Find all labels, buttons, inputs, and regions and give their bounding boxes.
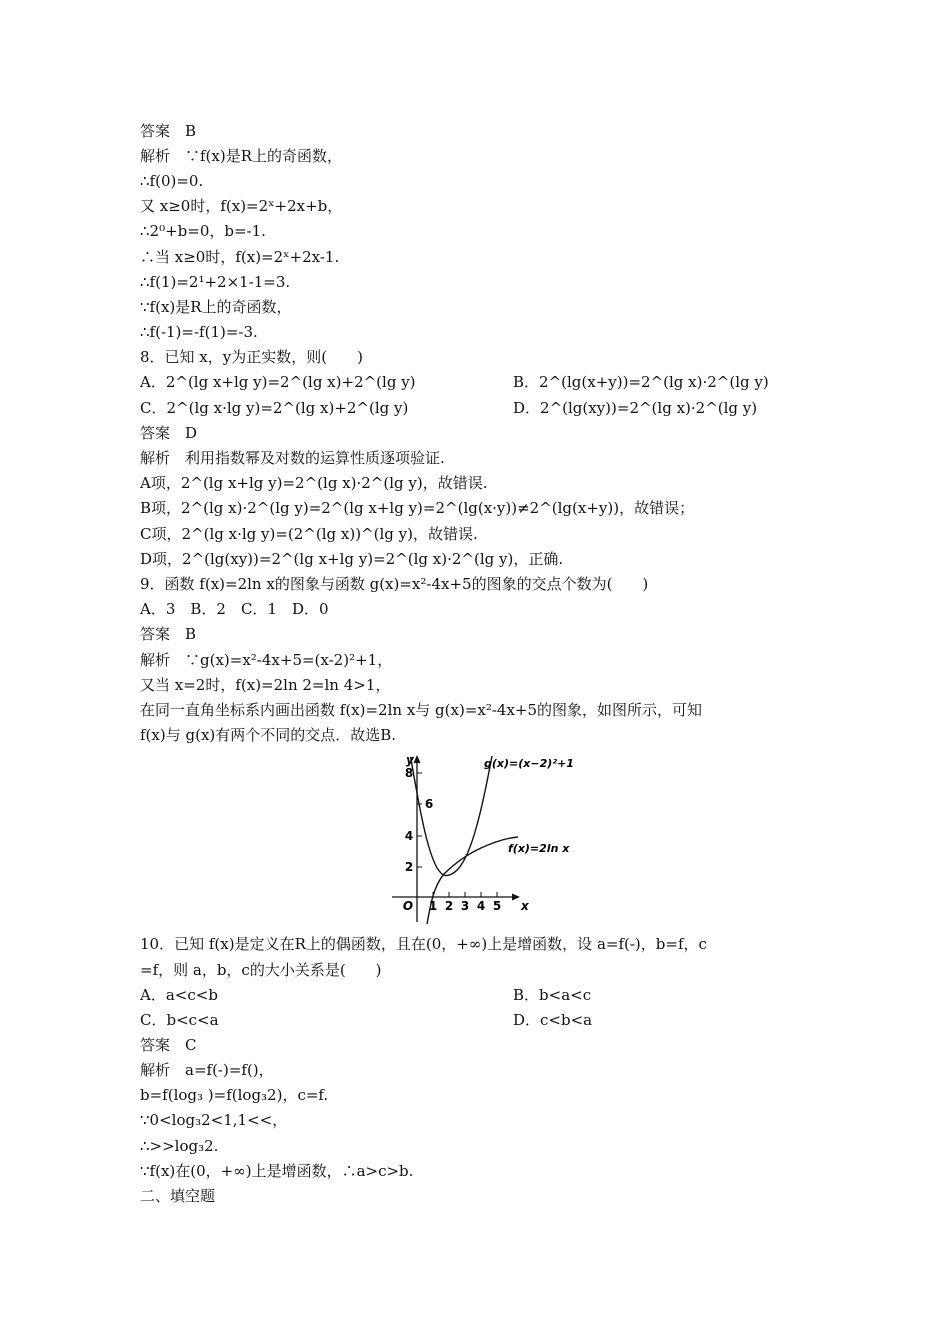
q10-option-b: B．b<a<c: [513, 986, 592, 1004]
q8-option-b: B．2^(lg(x+y))=2^(lg x)·2^(lg y): [513, 373, 769, 391]
q10-option-c: C．b<c<a: [140, 1011, 219, 1029]
text-line: 解析 ∵g(x)=x²-4x+5=(x-2)²+1，: [140, 651, 393, 669]
text-line: ∵f(x)在(0，+∞)上是增函数，∴a>c>b.: [140, 1162, 414, 1180]
text-line: ∴f(1)=2¹+2×1-1=3.: [140, 273, 291, 291]
question-10: 10．已知 f(x)是定义在R上的偶函数，且在(0，+∞)上是增函数，设 a=f(-)，b=f，c: [140, 935, 707, 953]
g-curve: [411, 756, 492, 875]
q9-options: A．3 B．2 C．1 D．0: [140, 600, 329, 618]
text-line: 解析 ∵f(x)是R上的奇函数，: [140, 147, 343, 165]
text-line: ∵0<log₃2<1,1<<，: [140, 1111, 288, 1129]
text-line: B项，2^(lg x)·2^(lg y)=2^(lg x+lg y)=2^(lg(x·y))≠2^(lg(x+y))，故错误；: [140, 499, 695, 517]
y-tick-label: 4: [404, 829, 414, 843]
question-8: 8．已知 x，y为正实数，则( ): [140, 348, 363, 366]
origin-label: O: [402, 899, 414, 913]
text-line: f(x)与 g(x)有两个不同的交点．故选B.: [140, 726, 397, 744]
g-label: g(x)=(x−2)²+1: [484, 757, 574, 770]
text-line: 在同一直角坐标系内画出函数 f(x)=2ln x与 g(x)=x²-4x+5的图象，如图所示，可知: [140, 701, 703, 719]
text-line: 答案 D: [140, 424, 198, 442]
y-axis-label: y: [406, 753, 414, 767]
q10-options-row-1: [140, 985, 592, 1005]
section-heading: 二、填空题: [140, 1187, 216, 1205]
text-line: 又 x≥0时，f(x)=2ˣ+2x+b，: [140, 197, 343, 215]
text-line: ∴2⁰+b=0，b=-1.: [140, 222, 266, 240]
x-tick-label: 1: [428, 899, 438, 913]
x-tick-label: 4: [476, 899, 486, 913]
q8-options-row-2: [140, 398, 758, 418]
text-line: A项，2^(lg x+lg y)=2^(lg x)·2^(lg y)，故错误.: [140, 474, 488, 492]
text-line: 答案 B: [140, 625, 197, 643]
function-graph: [384, 752, 574, 928]
text-line: ∵f(x)是R上的奇函数，: [140, 298, 292, 316]
question-9: 9．函数 f(x)=2ln x的图象与函数 g(x)=x²-4x+5的图象的交点个数为( ): [140, 575, 649, 593]
text-line: ∴当 x≥0时，f(x)=2ˣ+2x-1.: [140, 248, 340, 266]
text-line: ∴f(-1)=-f(1)=-3.: [140, 323, 258, 341]
q10-option-a: A．a<c<b: [140, 986, 218, 1004]
text-line: 答案 B: [140, 122, 197, 140]
text-line: =f，则 a，b，c的大小关系是( ): [140, 961, 382, 979]
y-tick-label: 8: [404, 766, 414, 780]
text-line: C项，2^(lg x·lg y)=(2^(lg x))^(lg y)，故错误.: [140, 525, 478, 543]
x-tick-label: 3: [460, 899, 470, 913]
text-line: ∴f(0)=0.: [140, 172, 204, 190]
text-line: b=f(log₃ )=f(log₃2)，c=f.: [140, 1086, 329, 1104]
q8-option-c: C．2^(lg x·lg y)=2^(lg x)+2^(lg y): [140, 399, 409, 417]
text-line: 解析 a=f(-)=f()，: [140, 1061, 274, 1079]
q10-option-d: D．c<b<a: [513, 1011, 593, 1029]
y-tick-label: 6: [424, 797, 434, 811]
q8-options-row-1: [140, 372, 769, 392]
x-axis-arrow: [512, 894, 520, 901]
y-tick-label: 2: [404, 860, 414, 874]
q8-option-d: D．2^(lg(xy))=2^(lg x)·2^(lg y): [513, 399, 758, 417]
text-line: ∴>>log₃2.: [140, 1137, 219, 1155]
y-axis-arrow: [414, 755, 421, 763]
f-label: f(x)=2ln x: [508, 842, 570, 855]
q10-options-row-2: [140, 1010, 593, 1030]
x-axis-label: x: [521, 899, 529, 913]
text-line: 又当 x=2时，f(x)=2ln 2=ln 4>1，: [140, 676, 391, 694]
text-line: 答案 C: [140, 1036, 197, 1054]
x-tick-label: 5: [492, 899, 502, 913]
text-line: 解析 利用指数幂及对数的运算性质逐项验证.: [140, 449, 445, 467]
x-tick-label: 2: [444, 899, 454, 913]
text-line: D项，2^(lg(xy))=2^(lg x+lg y)=2^(lg x)·2^(lg y)，正确.: [140, 550, 564, 568]
f-curve: [427, 837, 518, 924]
q8-option-a: A．2^(lg x+lg y)=2^(lg x)+2^(lg y): [140, 373, 416, 391]
